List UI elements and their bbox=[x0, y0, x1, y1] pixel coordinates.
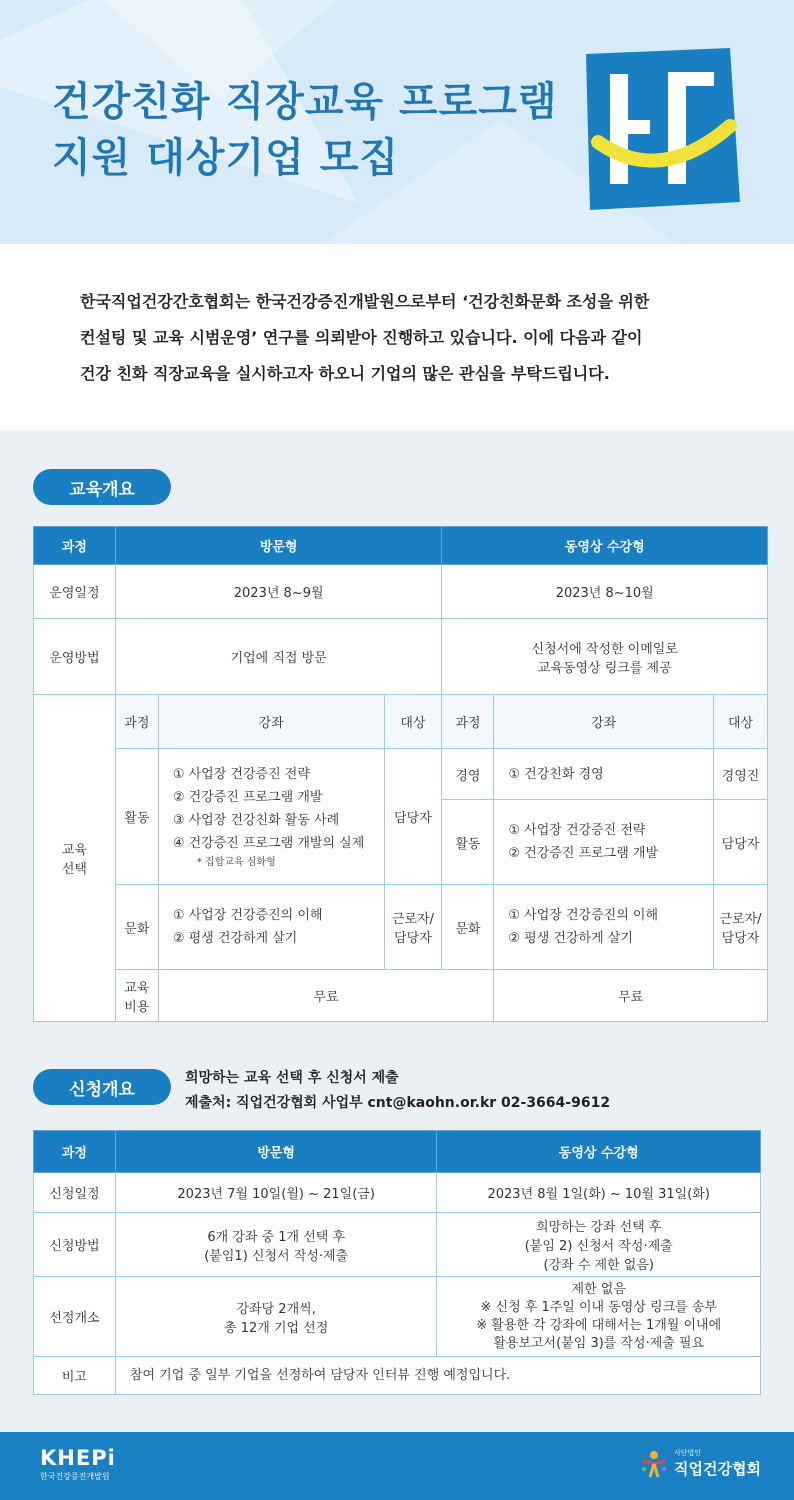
table-row bbox=[34, 565, 768, 619]
subheader-target: 대상 bbox=[714, 695, 768, 749]
intro-line: 컨설팅 및 교육 시범운영’ 연구를 의뢰받아 진행하고 있습니다. 이에 다음과 같이 bbox=[80, 328, 643, 347]
intro-line: 한국직업건강간호협회는 한국건강증진개발원으로부터 ‘건강친화문화 조성을 위한 bbox=[80, 292, 650, 311]
cell-line: 6개 강좌 중 1개 선택 후 bbox=[207, 1229, 345, 1245]
association-logo bbox=[640, 1448, 761, 1479]
label-line: 교육 bbox=[61, 843, 87, 858]
table-row bbox=[34, 970, 768, 1022]
target-line: 담당자 bbox=[721, 931, 760, 946]
intro-text bbox=[80, 284, 730, 392]
cell-value: 기업에 직접 방문 bbox=[115, 619, 442, 695]
cell-line: 제한 없음 bbox=[571, 1281, 626, 1297]
header-visit: 방문형 bbox=[115, 527, 442, 565]
table-subheader-row bbox=[34, 695, 768, 749]
row-label: 신청일정 bbox=[34, 1173, 116, 1213]
table-row bbox=[34, 749, 768, 800]
table-header-row bbox=[34, 1131, 761, 1173]
course-cell: 문화 bbox=[442, 885, 494, 970]
cell-value: 2023년 8~10월 bbox=[442, 565, 768, 619]
info-line: 희망하는 교육 선택 후 신청서 제출 bbox=[185, 1070, 399, 1086]
note-text: * 집합교육 심화형 bbox=[196, 856, 276, 868]
cell-line: (강좌 수 제한 없음) bbox=[543, 1258, 654, 1273]
course-cell: 활동 bbox=[115, 749, 158, 885]
cell-line: ※ 활용한 각 강좌에 대해서는 1개월 이내에 bbox=[476, 1317, 722, 1333]
header-video: 동영상 수강형 bbox=[437, 1131, 761, 1173]
list-item: ① 사업장 건강증진 전략 bbox=[172, 766, 310, 782]
target-cell bbox=[384, 885, 442, 970]
title-line-1: 건강친화 직장교육 프로그램 bbox=[52, 79, 558, 125]
hf-smile-logo-icon bbox=[580, 46, 744, 210]
cell-value: 무료 bbox=[494, 970, 768, 1022]
cell-line: 강좌당 2개씩, bbox=[236, 1301, 316, 1317]
header-course: 과정 bbox=[34, 527, 116, 565]
table-row bbox=[34, 885, 768, 970]
label-line: 선택 bbox=[61, 862, 87, 877]
cell-value bbox=[115, 1277, 437, 1357]
footer bbox=[0, 1432, 794, 1500]
cell-line: 희망하는 강좌 선택 후 bbox=[536, 1220, 662, 1235]
row-label: 신청방법 bbox=[34, 1213, 116, 1277]
cell-value: 2023년 8~9월 bbox=[115, 565, 442, 619]
khepi-logo bbox=[40, 1446, 116, 1482]
subheader-course: 과정 bbox=[115, 695, 158, 749]
intro-section bbox=[0, 244, 794, 430]
list-item: ④ 건강증진 프로그램 개발의 실제 bbox=[172, 835, 365, 851]
subheader-lecture: 강좌 bbox=[494, 695, 714, 749]
table-row bbox=[34, 1213, 761, 1277]
cell-value: 2023년 8월 1일(화) ~ 10월 31일(화) bbox=[437, 1173, 761, 1213]
cell-value bbox=[437, 1277, 761, 1357]
person-figure-icon bbox=[640, 1449, 668, 1479]
lecture-list bbox=[158, 885, 384, 970]
cell-value bbox=[115, 1213, 437, 1277]
khepi-wordmark: KHEPi bbox=[40, 1446, 116, 1470]
course-cell: 활동 bbox=[442, 800, 494, 885]
section-pill-application: 신청개요 bbox=[33, 1069, 171, 1105]
row-label: 비고 bbox=[34, 1357, 116, 1395]
target-cell bbox=[714, 885, 768, 970]
cell-line: 교육동영상 링크를 제공 bbox=[537, 660, 672, 676]
target-cell: 경영진 bbox=[714, 749, 768, 800]
list-item: ② 평생 건강하게 살기 bbox=[172, 931, 298, 946]
table-row bbox=[34, 1173, 761, 1213]
application-info bbox=[185, 1066, 610, 1116]
cell-line: ※ 신청 후 1주일 이내 동영상 링크를 송부 bbox=[480, 1299, 717, 1315]
course-cell: 문화 bbox=[115, 885, 158, 970]
association-text bbox=[674, 1448, 761, 1479]
cell-value: 2023년 7월 10일(월) ~ 21일(금) bbox=[115, 1173, 437, 1213]
cell-line: 신청서에 작성한 이메일로 bbox=[531, 641, 678, 657]
target-line: 근로자/ bbox=[719, 912, 762, 927]
page-title bbox=[52, 74, 558, 186]
lecture-list bbox=[158, 749, 384, 885]
khepi-subtitle: 한국건강증진개발원 bbox=[40, 1472, 110, 1481]
row-label: 선정개소 bbox=[34, 1277, 116, 1357]
target-cell: 담당자 bbox=[714, 800, 768, 885]
lecture-list bbox=[494, 749, 714, 800]
row-label: 운영일정 bbox=[34, 565, 116, 619]
cell-line: (붙임1) 신청서 작성·제출 bbox=[204, 1248, 349, 1264]
section-pill-overview: 교육개요 bbox=[33, 469, 171, 505]
target-cell: 담당자 bbox=[384, 749, 442, 885]
association-small: 사단법인 bbox=[674, 1449, 702, 1457]
list-item: ① 사업장 건강증진의 이해 bbox=[508, 908, 659, 923]
overview-table bbox=[33, 526, 768, 1022]
cell-line: 활용보고서(붙임 3)를 작성·제출 필요 bbox=[493, 1335, 705, 1351]
row-label bbox=[34, 695, 116, 1022]
cell-line: 총 12개 기업 선정 bbox=[224, 1320, 329, 1336]
table-row bbox=[34, 1357, 761, 1395]
table-header-row bbox=[34, 527, 768, 565]
subheader-lecture: 강좌 bbox=[158, 695, 384, 749]
list-item: ① 사업장 건강증진의 이해 bbox=[172, 908, 323, 923]
header-video: 동영상 수강형 bbox=[442, 527, 768, 565]
table-row bbox=[34, 619, 768, 695]
subheader-course: 과정 bbox=[442, 695, 494, 749]
intro-line: 건강 친화 직장교육을 실시하고자 하오니 기업의 많은 관심을 부탁드립니다. bbox=[80, 364, 610, 383]
list-item: ① 사업장 건강증진 전략 bbox=[508, 823, 646, 838]
list-item: ① 건강친화 경영 bbox=[508, 766, 604, 782]
header-course: 과정 bbox=[34, 1131, 116, 1173]
application-table bbox=[33, 1130, 761, 1395]
hero-banner bbox=[0, 0, 794, 244]
cell-value: 참여 기업 중 일부 기업을 선정하여 담당자 인터뷰 진행 예정입니다. bbox=[115, 1357, 760, 1395]
association-name: 직업건강협회 bbox=[674, 1460, 761, 1478]
header-visit: 방문형 bbox=[115, 1131, 437, 1173]
cell-line: (붙임 2) 신청서 작성·제출 bbox=[524, 1239, 673, 1254]
list-item: ③ 사업장 건강친화 활동 사례 bbox=[172, 812, 340, 828]
title-line-2: 지원 대상기업 모집 bbox=[52, 135, 399, 181]
info-line: 제출처: 직업건강협회 사업부 cnt@kaohn.or.kr 02-3664-9612 bbox=[185, 1095, 611, 1111]
course-cell: 경영 bbox=[442, 749, 494, 800]
target-line: 근로자/ bbox=[391, 912, 434, 927]
row-label: 운영방법 bbox=[34, 619, 116, 695]
table-row bbox=[34, 1277, 761, 1357]
lecture-list bbox=[494, 885, 714, 970]
list-item: ② 건강증진 프로그램 개발 bbox=[508, 846, 659, 861]
cell-value bbox=[437, 1213, 761, 1277]
lecture-list bbox=[494, 800, 714, 885]
list-item: ② 건강증진 프로그램 개발 bbox=[172, 789, 323, 805]
list-item: ② 평생 건강하게 살기 bbox=[508, 931, 633, 946]
cell-value: 무료 bbox=[158, 970, 494, 1022]
cell-value bbox=[442, 619, 768, 695]
target-line: 담당자 bbox=[394, 931, 432, 946]
row-label: 교육비용 bbox=[115, 970, 158, 1022]
subheader-target: 대상 bbox=[384, 695, 442, 749]
